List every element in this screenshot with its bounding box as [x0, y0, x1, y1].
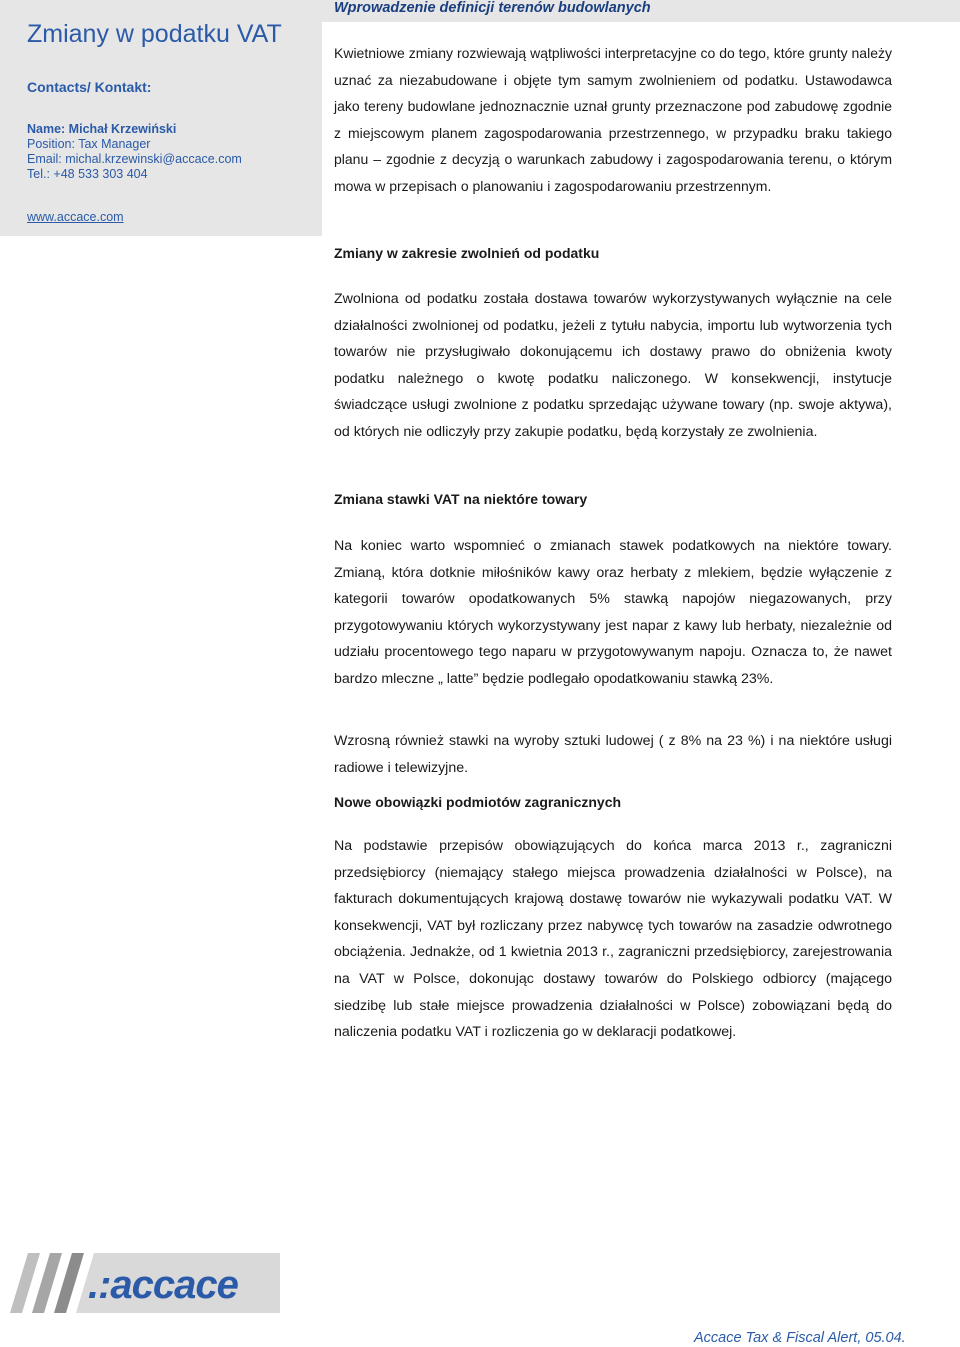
contact-position: Position: Tax Manager	[27, 137, 151, 151]
rate-paragraph-2: Wzrosną również stawki na wyroby sztuki ludowej ( z 8% na 23 %) i na niektóre usługi radiowe i telewizyjne.	[334, 733, 892, 776]
foreign-paragraph: Na podstawie przepisów obowiązujących do końca marca 2013 r., zagraniczni przedsiębiorcy (niemający stałego miejsca prowadzenia działalności w Polsce), na fakturach dokumentujących krajową dostawę towarów nie wykazywali podatku VAT. W konsekwencji, VAT był rozliczany przez nabywcę tych towarów na zasadzie odwrotnego obciążenia. Jednakże, od 1 kwietnia 2013 r., zagraniczni przedsiębiorcy, zarejestrowania na VAT w Polsce, dokonując dostawy towarów do Polskiego odbiorcy (mającego siedzibę lub stałe miejsce prowadzenia działalności w Polsce) zobowiązani będą do naliczenia podatku VAT i rozliczenia go w deklaracji podatkowej.	[334, 838, 892, 1041]
footer-note: Accace Tax & Fiscal Alert, 05.04.	[694, 1330, 906, 1346]
contacts-label: Contacts/ Kontakt:	[27, 79, 152, 95]
rate-paragraph-1: Na koniec warto wspomnieć o zmianach stawek podatkowych na niektóre towary. Zmianą, która dotknie miłośników kawy oraz herbaty z mlekiem, będzie wyłączenie z kategorii towarów opodatkowanych 5% stawką napojów niegazowanych, przy przygotowywaniu których wykorzystywany jest napar z kawy lub herbaty, niezależnie od udziału procentowego tego naparu w przygotowywanym napoju. Oznacza to, że nawet bardzo mleczne „ latte” będzie podlegało opodatkowaniu stawką 23%.	[334, 538, 892, 687]
contact-name: Name: Michał Krzewiński	[27, 122, 177, 136]
exemptions-heading: Zmiany w zakresie zwolnień od podatku	[334, 245, 600, 261]
sidebar-title: Zmiany w podatku VAT	[27, 20, 282, 48]
foreign-heading: Nowe obowiązki podmiotów zagranicznych	[334, 794, 622, 810]
rate-heading: Zmiana stawki VAT na niektóre towary	[334, 491, 588, 507]
section-title: Wprowadzenie definicji terenów budowlanych	[334, 0, 651, 16]
website-link[interactable]: www.accace.com	[27, 210, 124, 224]
accace-logo: .:accace	[88, 1263, 238, 1307]
intro-paragraph: Kwietniowe zmiany rozwiewają wątpliwości interpretacyjne co do tego, które grunty należy uznać za niezabudowane i objęte tym samym zwolnieniem od podatku. Ustawodawca jako tereny budowlane jednoznacznie uznał grunty przeznaczone pod zabudowę zgodnie z miejscowym planem zagospodarowania przestrzennego, w przypadku braku takiego planu – zgodnie z decyzją o warunkach zabudowy i zagospodarowania terenu, o którym mowa w przepisach o planowaniu i zagospodarowaniu przestrzennym.	[334, 45, 892, 194]
contact-phone: Tel.: +48 533 303 404	[27, 167, 148, 181]
exemptions-paragraph: Zwolniona od podatku została dostawa towarów wykorzystywanych wyłącznie na cele działalności zwolnionej od podatku, jeżeli z tytułu nabycia, importu lub wytworzenia tych towarów nie przysługiwało dokonującemu ich dostawy prawo do obniżenia kwoty podatku należnego o kwotę podatku naliczonego. W konsekwencji, instytucje świadczące usługi zwolnione z podatku sprzedając używane towary (np. swoje aktywa), od których nie odliczyły przy zakupie podatku, będą korzystały ze zwolnienia.	[334, 291, 892, 440]
contact-info	[27, 122, 242, 182]
contact-email[interactable]: Email: michal.krzewinski@accace.com	[27, 152, 242, 166]
